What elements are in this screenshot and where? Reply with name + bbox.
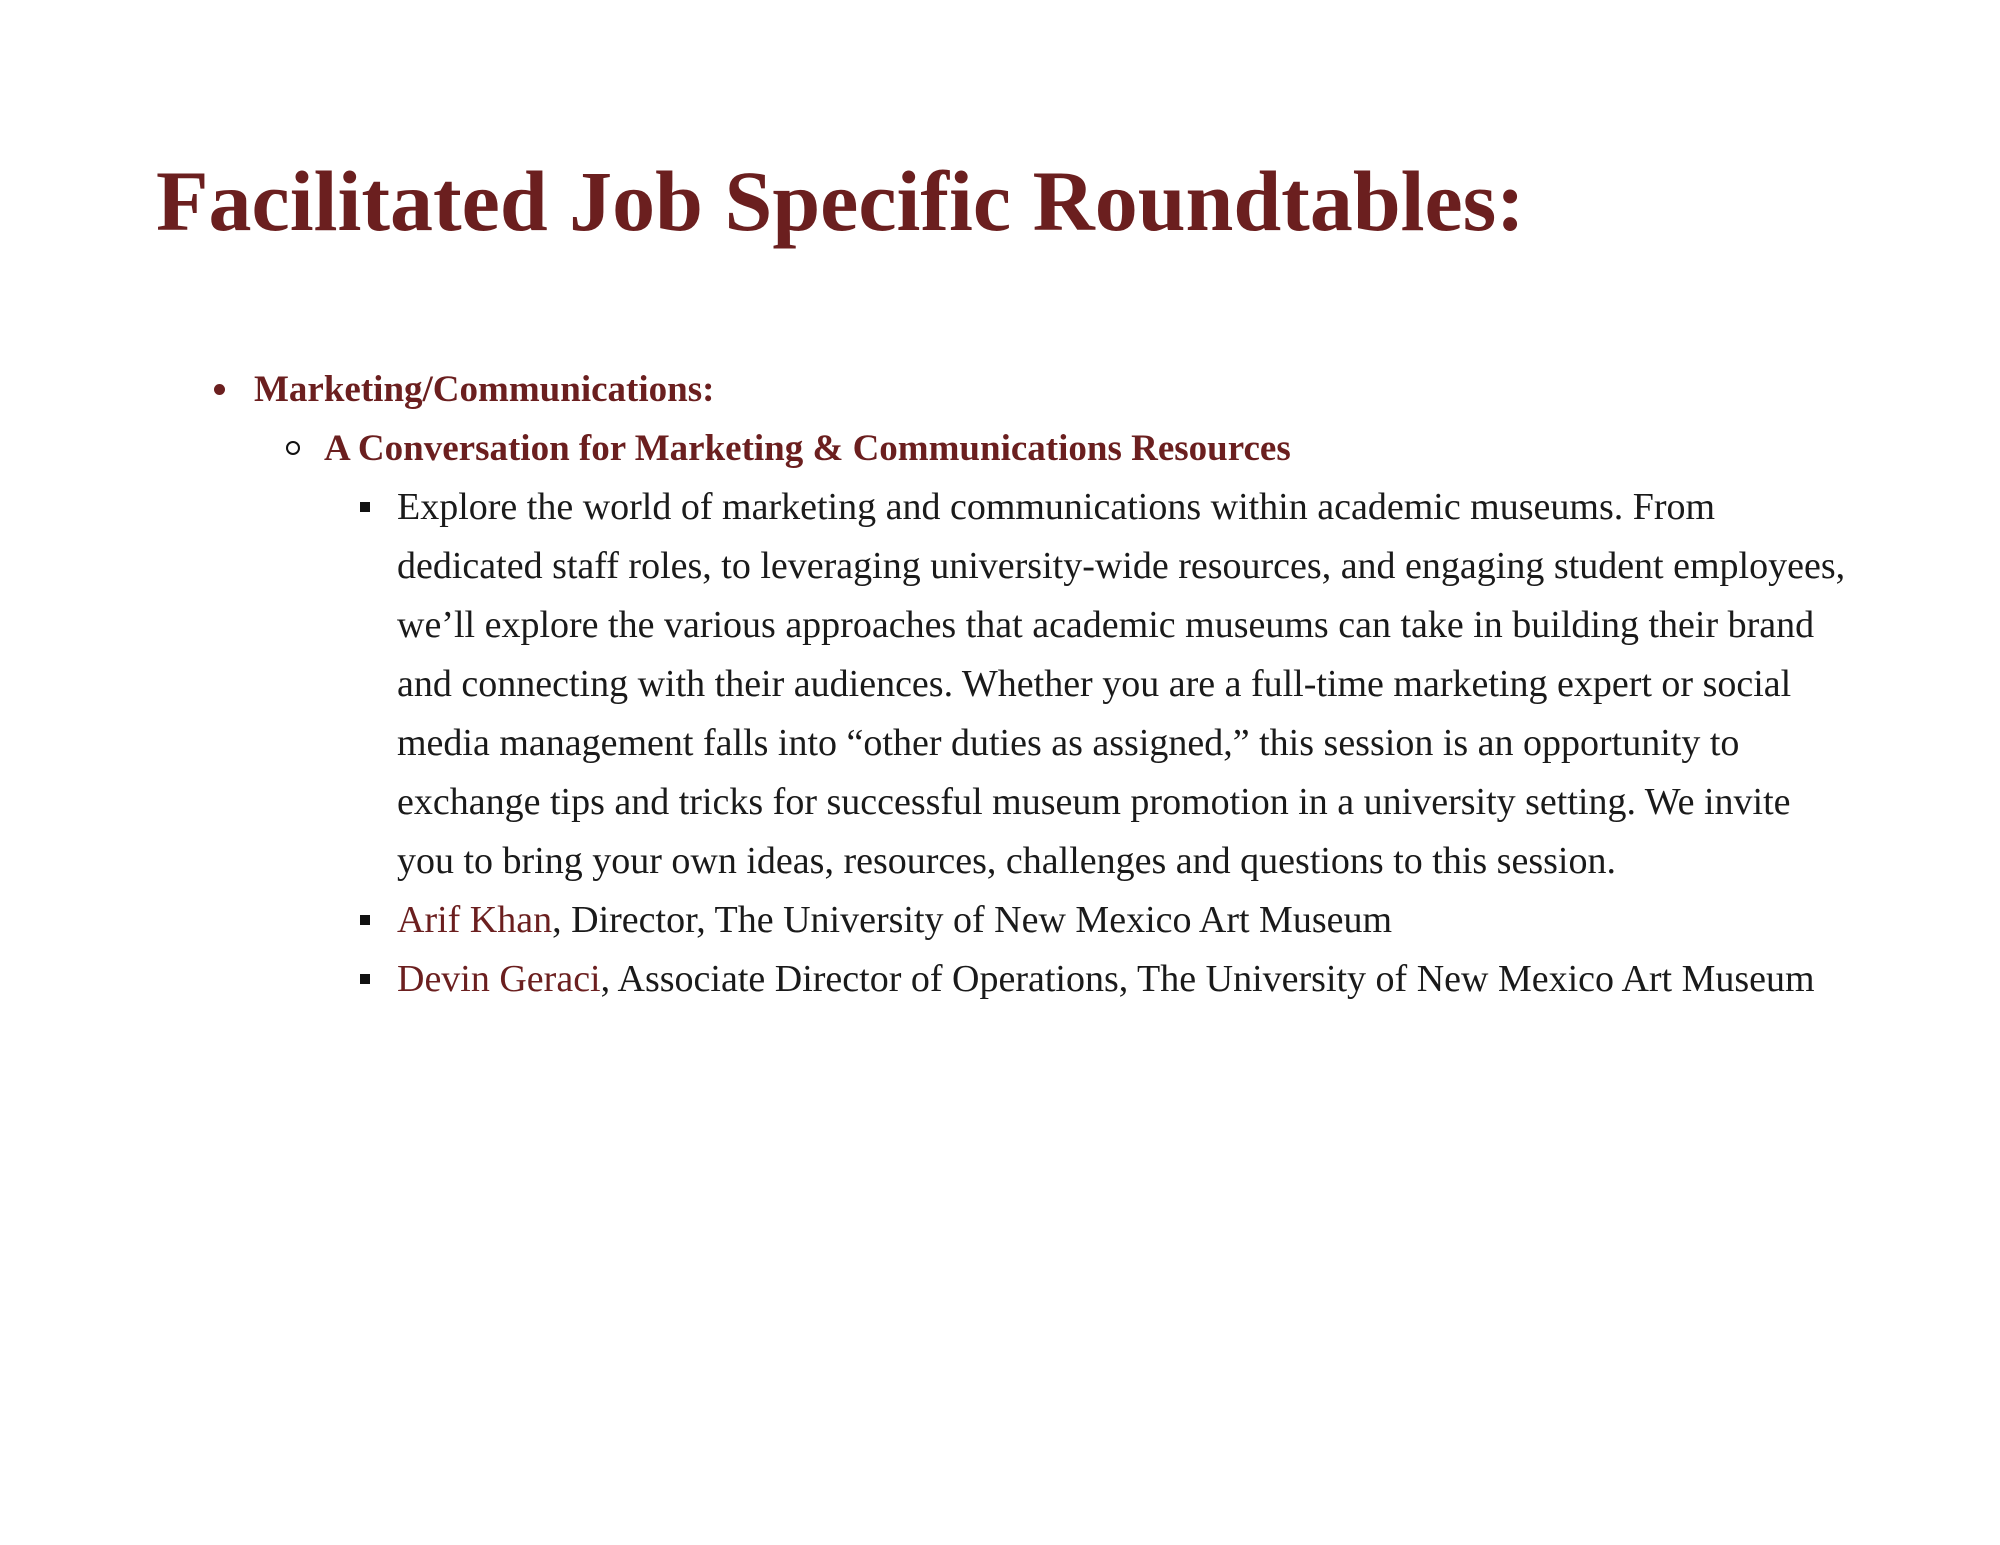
square-bullet-icon	[360, 502, 370, 512]
facilitator-name: Arif Khan	[397, 899, 553, 941]
facilitator-role: , Director, The University of New Mexico Art Museum	[552, 899, 1393, 941]
disc-bullet-icon	[214, 384, 225, 395]
facilitator-entry	[356, 950, 1850, 1009]
facilitator-entry	[356, 891, 1850, 950]
description-item	[356, 478, 1850, 891]
facilitator-name: Devin Geraci	[397, 958, 601, 1000]
section-label: Marketing/Communications:	[254, 369, 715, 410]
roundtable-list	[210, 360, 1850, 1009]
square-bullet-icon	[360, 974, 370, 984]
session-title: A Conversation for Marketing & Communications Resources	[324, 428, 1291, 469]
page-title: Facilitated Job Specific Roundtables:	[156, 153, 1525, 249]
session-item	[282, 419, 1850, 478]
section-item	[210, 360, 1850, 419]
session-list	[282, 419, 1850, 1009]
facilitator-item	[356, 950, 1850, 1009]
facilitator-item	[356, 891, 1850, 950]
circle-bullet-icon	[286, 441, 300, 455]
session-details	[356, 478, 1850, 1009]
session-description: Explore the world of marketing and communications within academic museums. From dedicated staff roles, to leveraging university-wide resources, and engaging student employees, we’ll explore the various approaches that academic museums can take in building their brand and connecting with their audiences. Whether you are a full-time marketing expert or social media management falls into “other duties as assigned,” this session is an opportunity to exchange tips and tricks for successful museum promotion in a university setting. We invite you to bring your own ideas, resources, challenges and questions to this session.	[397, 486, 1846, 882]
facilitator-role: , Associate Director of Operations, The University of New Mexico Art Museum	[600, 958, 1815, 1000]
square-bullet-icon	[360, 915, 370, 925]
